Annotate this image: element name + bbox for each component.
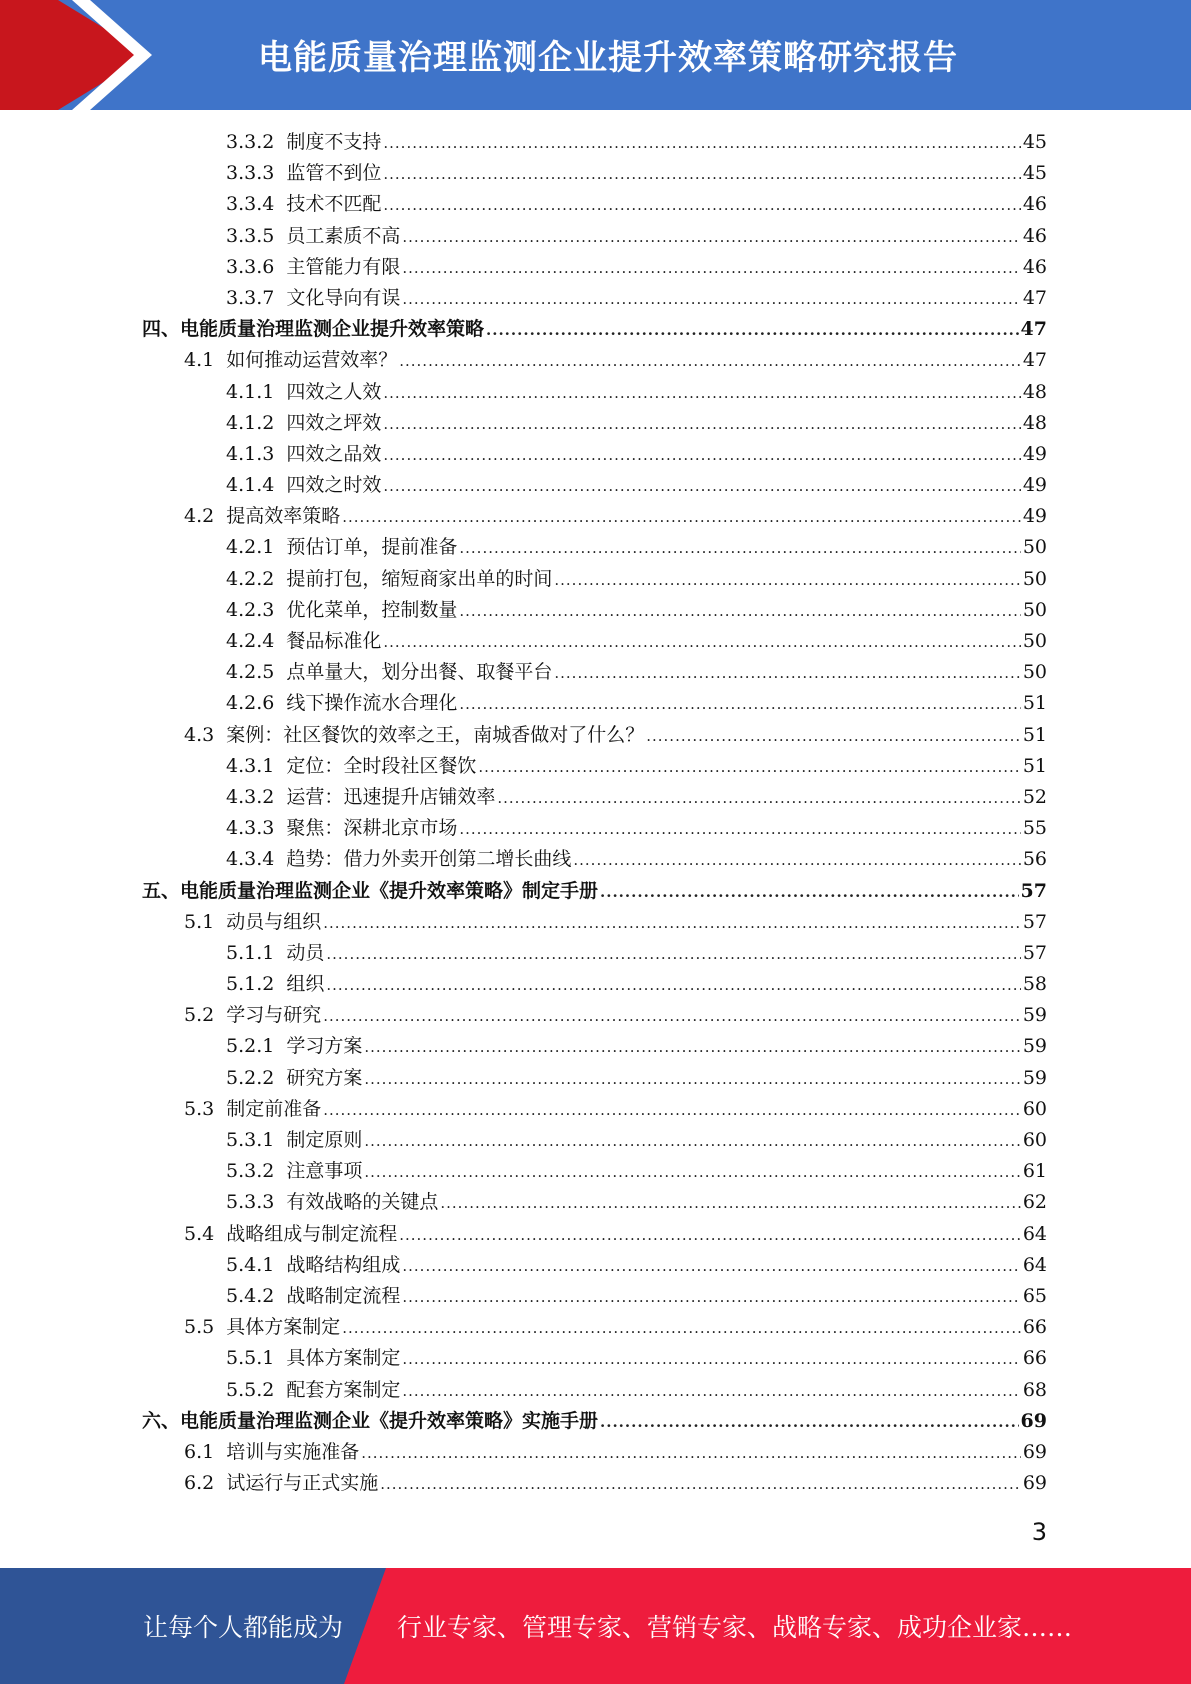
toc-entry-page: 65 — [1022, 1284, 1047, 1307]
toc-entry[interactable] — [0, 252, 1191, 283]
toc-entry[interactable] — [0, 1219, 1191, 1250]
toc-entry-number: 4.3.2 — [226, 785, 275, 808]
toc-dot-leader — [383, 190, 1020, 221]
toc-entry[interactable] — [0, 221, 1191, 252]
toc-entry[interactable] — [0, 158, 1191, 189]
table-of-contents — [0, 127, 1191, 1499]
toc-entry-page: 47 — [1020, 318, 1047, 341]
toc-entry-title: 有效战略的关键点 — [286, 1191, 439, 1214]
toc-entry-page: 50 — [1022, 536, 1047, 559]
toc-entry[interactable] — [0, 657, 1191, 688]
toc-entry[interactable] — [0, 969, 1191, 1000]
toc-entry-number: 5.1.2 — [226, 973, 275, 996]
toc-entry[interactable] — [0, 1312, 1191, 1343]
toc-entry-page: 52 — [1022, 785, 1047, 808]
toc-entry-title: 点单量大，划分出餐、取餐平台 — [286, 661, 553, 684]
toc-dot-leader — [364, 1032, 1020, 1063]
toc-dot-leader — [383, 627, 1020, 658]
toc-entry-title: 试运行与正式实施 — [226, 1472, 379, 1495]
toc-entry[interactable] — [0, 626, 1191, 657]
footer-slogan-right: 行业专家、管理专家、营销专家、战略专家、成功企业家…… — [397, 1613, 1073, 1642]
toc-entry-title: 组织 — [286, 973, 325, 996]
toc-entry-number: 4.2.6 — [226, 692, 275, 715]
toc-entry-number: 6.2 — [184, 1472, 215, 1495]
toc-entry-page: 68 — [1022, 1378, 1047, 1401]
toc-entry[interactable] — [0, 470, 1191, 501]
toc-entry-number: 4.2.4 — [226, 630, 275, 652]
toc-entry-title: 聚焦：深耕北京市场 — [286, 817, 458, 840]
toc-entry[interactable] — [0, 564, 1191, 595]
toc-entry-title: 战略结构组成 — [286, 1253, 401, 1276]
toc-dot-leader — [440, 1188, 1020, 1219]
toc-entry-number: 4.1.2 — [226, 411, 275, 434]
toc-entry[interactable] — [0, 189, 1191, 220]
toc-entry[interactable] — [0, 377, 1191, 408]
toc-entry-title: 如何推动运营效率？ — [226, 349, 398, 372]
toc-entry-page: 62 — [1022, 1191, 1047, 1214]
toc-entry-number: 4.3.1 — [226, 754, 275, 777]
toc-entry-page: 48 — [1022, 380, 1047, 403]
toc-entry-page: 49 — [1022, 474, 1047, 497]
toc-dot-leader — [364, 1064, 1020, 1095]
toc-entry-page: 69 — [1020, 1409, 1047, 1432]
toc-entry-title: 四效之时效 — [286, 474, 382, 497]
toc-entry-number: 5.5.1 — [226, 1347, 275, 1370]
toc-entry-number: 3.3.3 — [226, 162, 275, 185]
toc-entry-page: 49 — [1022, 442, 1047, 465]
toc-entry[interactable] — [0, 938, 1191, 969]
toc-dot-leader — [323, 908, 1021, 939]
toc-dot-leader — [383, 159, 1020, 190]
toc-entry[interactable] — [0, 1063, 1191, 1094]
toc-entry-title: 提高效率策略 — [226, 505, 341, 528]
toc-dot-leader — [383, 409, 1020, 440]
toc-entry[interactable] — [0, 1094, 1191, 1125]
toc-entry[interactable] — [0, 1125, 1191, 1156]
toc-entry-title: 学习方案 — [286, 1035, 363, 1058]
toc-entry-page: 51 — [1022, 692, 1047, 715]
toc-dot-leader — [600, 877, 1019, 908]
toc-dot-leader — [326, 939, 1020, 970]
toc-entry-page: 51 — [1022, 754, 1047, 777]
toc-entry-title: 制定原则 — [286, 1129, 363, 1151]
toc-entry-title: 四效之坪效 — [286, 411, 382, 434]
toc-entry-number: 5.4.2 — [226, 1284, 275, 1307]
page-number: 3 — [1031, 1518, 1047, 1546]
toc-entry-page: 56 — [1022, 848, 1047, 871]
toc-dot-leader — [573, 845, 1020, 876]
toc-entry-page: 58 — [1022, 973, 1047, 996]
toc-entry-title: 四效之品效 — [286, 442, 382, 465]
toc-entry-page: 50 — [1022, 630, 1047, 652]
toc-entry-page: 69 — [1022, 1440, 1047, 1463]
toc-entry[interactable] — [0, 408, 1191, 439]
toc-dot-leader — [478, 752, 1020, 783]
toc-entry-page: 66 — [1022, 1347, 1047, 1370]
toc-entry[interactable] — [0, 283, 1191, 314]
toc-entry-number: 5.2.1 — [226, 1035, 275, 1058]
toc-entry-number: 5.3 — [184, 1097, 215, 1120]
toc-entry-number: 4.2.5 — [226, 661, 275, 684]
toc-entry-title: 主管能力有限 — [286, 255, 401, 278]
toc-dot-leader — [402, 1251, 1020, 1282]
toc-dot-leader — [402, 284, 1020, 315]
toc-dot-leader — [361, 1438, 1021, 1469]
footer-slogan-left: 让每个人都能成为 — [143, 1613, 344, 1642]
toc-entry-title: 动员 — [286, 941, 325, 964]
toc-entry-title: 案例：社区餐饮的效率之王，南城香做对了什么？ — [226, 723, 645, 746]
toc-entry-number: 4.2 — [184, 505, 215, 528]
toc-entry-page: 47 — [1022, 349, 1047, 372]
toc-dot-leader — [459, 689, 1020, 720]
toc-dot-leader — [342, 1313, 1021, 1344]
toc-entry[interactable] — [0, 813, 1191, 844]
toc-entry[interactable] — [0, 844, 1191, 875]
toc-entry-number: 4.1.3 — [226, 442, 275, 465]
toc-entry[interactable] — [0, 1468, 1191, 1499]
toc-entry-title: 动员与组织 — [226, 910, 322, 933]
toc-entry-number: 4.3.3 — [226, 817, 275, 840]
toc-entry-page: 64 — [1022, 1222, 1047, 1245]
toc-entry-title: 技术不匹配 — [286, 193, 382, 216]
toc-entry-title: 预估订单，提前准备 — [286, 536, 458, 559]
toc-entry-number: 3.3.6 — [226, 255, 275, 278]
toc-dot-leader — [402, 1344, 1020, 1375]
toc-dot-leader — [364, 1126, 1020, 1157]
toc-entry-number: 5.1.1 — [226, 941, 275, 964]
toc-entry-number: 4.1 — [184, 349, 215, 372]
toc-entry-number: 5.5 — [184, 1316, 215, 1339]
toc-entry[interactable] — [0, 782, 1191, 813]
toc-dot-leader — [402, 253, 1020, 284]
toc-entry[interactable] — [0, 595, 1191, 626]
toc-dot-leader — [459, 533, 1020, 564]
toc-dot-leader — [383, 128, 1020, 159]
toc-dot-leader — [383, 471, 1020, 502]
toc-entry-number: 5.5.2 — [226, 1378, 275, 1401]
toc-dot-leader — [554, 565, 1020, 596]
page-header — [0, 0, 1191, 110]
toc-entry[interactable] — [0, 345, 1191, 376]
toc-entry-title: 学习与研究 — [226, 1004, 322, 1027]
toc-entry[interactable] — [0, 751, 1191, 782]
toc-entry-page: 61 — [1022, 1160, 1047, 1183]
toc-dot-leader — [646, 721, 1021, 752]
toc-entry-title: 培训与实施准备 — [226, 1440, 360, 1463]
toc-dot-leader — [380, 1469, 1021, 1500]
toc-entry-title: 六、电能质量治理监测企业《提升效率策略》实施手册 — [142, 1409, 599, 1432]
page-footer — [0, 1568, 1191, 1684]
toc-entry[interactable] — [0, 127, 1191, 158]
toc-entry[interactable] — [0, 907, 1191, 938]
toc-dot-leader — [402, 1376, 1020, 1407]
toc-entry-title: 研究方案 — [286, 1066, 363, 1089]
toc-entry-number: 4.3 — [184, 723, 215, 746]
toc-entry[interactable] — [0, 1343, 1191, 1374]
toc-entry-page: 59 — [1022, 1035, 1047, 1058]
toc-dot-leader — [402, 1282, 1020, 1313]
toc-entry-number: 5.3.2 — [226, 1160, 275, 1183]
toc-entry-title: 四效之人效 — [286, 380, 382, 403]
toc-entry-number: 4.1.1 — [226, 380, 275, 403]
toc-dot-leader — [364, 1157, 1020, 1188]
toc-entry-page: 45 — [1022, 131, 1047, 153]
toc-dot-leader — [323, 1001, 1021, 1032]
toc-entry[interactable] — [0, 1187, 1191, 1218]
toc-entry-page: 50 — [1022, 661, 1047, 684]
toc-entry[interactable] — [0, 688, 1191, 719]
toc-entry-page: 55 — [1022, 817, 1047, 840]
toc-entry-page: 57 — [1022, 941, 1047, 964]
toc-entry-title: 监管不到位 — [286, 162, 382, 185]
toc-entry-title: 制度不支持 — [286, 131, 382, 153]
toc-entry-page: 46 — [1022, 255, 1047, 278]
toc-entry-number: 5.3.3 — [226, 1191, 275, 1214]
toc-entry-page: 59 — [1022, 1004, 1047, 1027]
toc-entry-title: 战略组成与制定流程 — [226, 1222, 398, 1245]
toc-entry-number: 3.3.7 — [226, 286, 275, 309]
toc-dot-leader — [383, 378, 1020, 409]
toc-entry-page: 50 — [1022, 598, 1047, 621]
toc-entry-page: 57 — [1022, 910, 1047, 933]
toc-entry-page: 45 — [1022, 162, 1047, 185]
toc-entry-number: 5.4.1 — [226, 1253, 275, 1276]
toc-entry-page: 47 — [1022, 286, 1047, 309]
toc-entry[interactable] — [0, 1375, 1191, 1406]
toc-entry-title: 具体方案制定 — [226, 1316, 341, 1339]
toc-entry-number: 4.1.4 — [226, 474, 275, 497]
toc-dot-leader — [459, 596, 1020, 627]
toc-entry-number: 5.1 — [184, 910, 215, 933]
toc-entry-number: 3.3.4 — [226, 193, 275, 216]
toc-entry-title: 趋势：借力外卖开创第二增长曲线 — [286, 848, 572, 871]
toc-entry-page: 59 — [1022, 1066, 1047, 1089]
toc-entry-page: 66 — [1022, 1316, 1047, 1339]
toc-dot-leader — [554, 658, 1020, 689]
toc-entry-page: 49 — [1022, 505, 1047, 528]
toc-entry-number: 4.2.2 — [226, 567, 275, 590]
toc-entry-title: 线下操作流水合理化 — [286, 692, 458, 715]
toc-dot-leader — [326, 970, 1020, 1001]
toc-entry-title: 餐品标准化 — [286, 630, 382, 652]
toc-entry-number: 5.2.2 — [226, 1066, 275, 1089]
toc-entry-number: 6.1 — [184, 1440, 215, 1463]
toc-entry-title: 运营：迅速提升店铺效率 — [286, 785, 496, 808]
toc-entry-number: 5.2 — [184, 1004, 215, 1027]
toc-entry-page: 48 — [1022, 411, 1047, 434]
toc-dot-leader — [399, 346, 1021, 377]
toc-entry[interactable] — [0, 1406, 1191, 1437]
toc-entry-title: 员工素质不高 — [286, 224, 401, 247]
toc-dot-leader — [459, 814, 1020, 845]
toc-entry[interactable] — [0, 314, 1191, 345]
toc-dot-leader — [399, 1220, 1021, 1251]
toc-dot-leader — [600, 1407, 1019, 1438]
toc-entry[interactable] — [0, 720, 1191, 751]
toc-entry-title: 定位：全时段社区餐饮 — [286, 754, 477, 777]
toc-entry[interactable] — [0, 1156, 1191, 1187]
toc-entry-page: 60 — [1022, 1097, 1047, 1120]
toc-entry-number: 3.3.5 — [226, 224, 275, 247]
toc-entry-page: 60 — [1022, 1129, 1047, 1151]
toc-entry-number: 4.3.4 — [226, 848, 275, 871]
report-title: 电能质量治理监测企业提升效率策略研究报告 — [258, 38, 958, 78]
toc-dot-leader — [486, 315, 1019, 346]
toc-entry-page: 57 — [1020, 879, 1047, 902]
toc-entry-title: 战略制定流程 — [286, 1284, 401, 1307]
toc-entry-title: 制定前准备 — [226, 1097, 322, 1120]
toc-entry-title: 五、电能质量治理监测企业《提升效率策略》制定手册 — [142, 879, 599, 902]
toc-entry-title: 提前打包，缩短商家出单的时间 — [286, 567, 553, 590]
toc-entry-title: 配套方案制定 — [286, 1378, 401, 1401]
toc-dot-leader — [342, 502, 1021, 533]
toc-entry[interactable] — [0, 532, 1191, 563]
toc-entry-title: 优化菜单，控制数量 — [286, 598, 458, 621]
toc-entry[interactable] — [0, 1250, 1191, 1281]
toc-entry-title: 具体方案制定 — [286, 1347, 401, 1370]
toc-entry-page: 51 — [1022, 723, 1047, 746]
toc-entry-page: 69 — [1022, 1472, 1047, 1495]
toc-entry-page: 64 — [1022, 1253, 1047, 1276]
toc-dot-leader — [402, 222, 1020, 253]
toc-entry[interactable] — [0, 1437, 1191, 1468]
toc-entry[interactable] — [0, 439, 1191, 470]
toc-dot-leader — [497, 783, 1020, 814]
toc-entry[interactable] — [0, 1281, 1191, 1312]
toc-entry[interactable] — [0, 1000, 1191, 1031]
toc-entry-number: 5.4 — [184, 1222, 215, 1245]
toc-dot-leader — [383, 440, 1020, 471]
toc-entry[interactable] — [0, 1031, 1191, 1062]
toc-entry-title: 注意事项 — [286, 1160, 363, 1183]
toc-entry-number: 3.3.2 — [226, 131, 275, 153]
toc-entry-page: 46 — [1022, 224, 1047, 247]
toc-entry-title: 文化导向有误 — [286, 286, 401, 309]
toc-entry[interactable] — [0, 876, 1191, 907]
toc-entry-page: 46 — [1022, 193, 1047, 216]
toc-dot-leader — [323, 1095, 1021, 1126]
toc-entry-page: 50 — [1022, 567, 1047, 590]
toc-entry-number: 4.2.1 — [226, 536, 275, 559]
toc-entry-title: 四、电能质量治理监测企业提升效率策略 — [142, 318, 485, 341]
toc-entry-number: 4.2.3 — [226, 598, 275, 621]
toc-entry-number: 5.3.1 — [226, 1129, 275, 1151]
toc-entry[interactable] — [0, 501, 1191, 532]
